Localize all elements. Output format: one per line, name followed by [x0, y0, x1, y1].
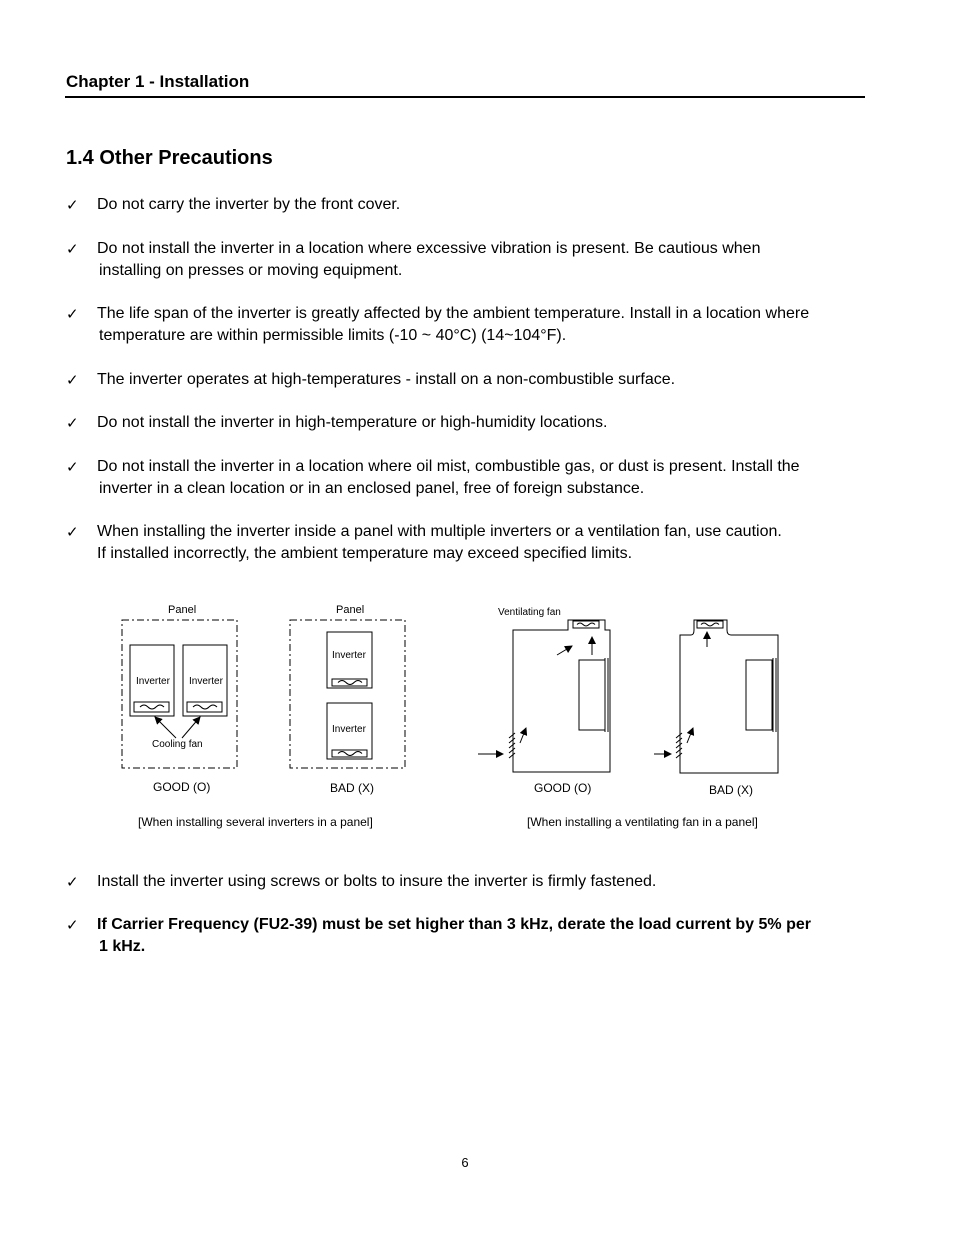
bullet-line: If installed incorrectly, the ambient temperature may exceed specified limits.: [97, 545, 633, 562]
bullet-line: If Carrier Frequency (FU2-39) must be set higher than 3 kHz, derate the load current by 5% per: [97, 916, 811, 933]
bad-label: BAD (X): [330, 781, 375, 795]
bullet-item: [66, 238, 866, 282]
check-icon: ✓: [66, 371, 79, 389]
section-title: 1.4 Other Precautions: [66, 147, 273, 169]
bad-label: BAD (X): [709, 783, 754, 797]
caption-left: [When installing several inverters in a panel]: [138, 815, 373, 829]
check-icon: ✓: [66, 414, 79, 432]
caption-right: [When installing a ventilating fan in a panel]: [527, 815, 758, 829]
inverter-label: Inverter: [332, 724, 366, 735]
bullet-line: Install the inverter using screws or bolts to insure the inverter is firmly fastened.: [97, 873, 657, 890]
check-icon: ✓: [66, 523, 79, 541]
ventilating-fan-label: Ventilating fan: [498, 607, 561, 618]
bullet-item: [66, 303, 866, 347]
panel-label: Panel: [336, 604, 365, 616]
inverter-box: [579, 660, 605, 730]
inverter-label: Inverter: [136, 676, 170, 687]
bullet-item: [66, 871, 866, 893]
bullet-item: [66, 194, 866, 216]
bullet-line: The inverter operates at high-temperatures - install on a non-combustible surface.: [97, 371, 676, 388]
bullet-item: [66, 521, 866, 565]
cabinet-outline: [513, 620, 610, 772]
bullet-line: temperature are within permissible limits (-10 ~ 40°C) (14~104°F).: [99, 327, 567, 344]
bullet-item-bold: [66, 914, 866, 958]
bullet-item: [66, 369, 866, 391]
cabinet-outline: [680, 620, 778, 773]
inverter-label: Inverter: [332, 650, 366, 661]
ventilating-fan-icon: [573, 621, 599, 628]
bullet-line: Do not install the inverter in high-temperature or high-humidity locations.: [97, 414, 608, 431]
check-icon: ✓: [66, 458, 79, 476]
panel-label: Panel: [168, 604, 197, 616]
inverter-label: Inverter: [189, 676, 223, 687]
bullet-line: Do not carry the inverter by the front cover.: [97, 196, 401, 213]
bullet-line: When installing the inverter inside a panel with multiple inverters or a ventilation fan, use caution.: [97, 523, 782, 540]
bullet-line: inverter in a clean location or in an enclosed panel, free of foreign substance.: [99, 480, 645, 497]
bullet-line: Do not install the inverter in a location where oil mist, combustible gas, or dust is present. Install the: [97, 458, 800, 475]
panel-outline: [290, 620, 405, 768]
bullet-line: The life span of the inverter is greatly affected by the ambient temperature. Install in a location where: [97, 305, 810, 322]
page-number: 6: [461, 1155, 469, 1170]
bullet-line: 1 kHz.: [99, 938, 146, 955]
bullet-item: [66, 412, 866, 434]
bullet-line: Do not install the inverter in a location where excessive vibration is present. Be cautious when: [97, 240, 761, 257]
header-rule: [65, 96, 865, 98]
good-label: GOOD (O): [534, 781, 592, 795]
check-icon: ✓: [66, 240, 79, 258]
installation-diagram: [0, 590, 954, 840]
bullet-item: [66, 456, 866, 500]
ventilating-fan-icon: [697, 621, 723, 628]
chapter-heading: Chapter 1 - Installation: [66, 72, 250, 91]
check-icon: ✓: [66, 196, 79, 214]
check-icon: ✓: [66, 873, 79, 891]
check-icon: ✓: [66, 305, 79, 323]
inverter-box: [746, 660, 772, 730]
check-icon: ✓: [66, 916, 79, 934]
cooling-fan-label: Cooling fan: [152, 739, 203, 750]
bullet-line: installing on presses or moving equipment.: [99, 262, 403, 279]
good-label: GOOD (O): [153, 780, 211, 794]
